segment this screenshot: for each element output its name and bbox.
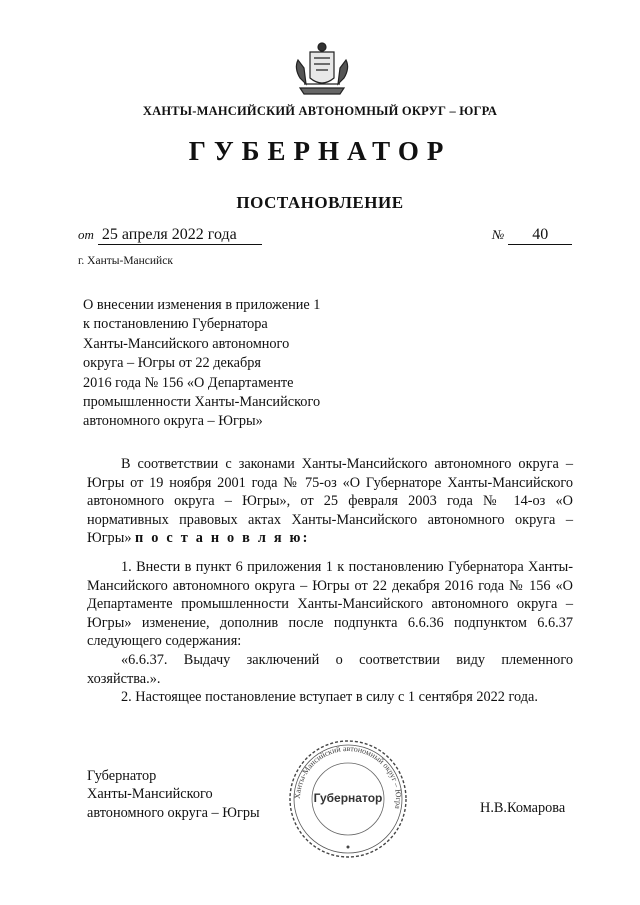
- subject-line: О внесении изменения в приложение 1: [83, 297, 321, 313]
- preamble-paragraph: [87, 455, 573, 548]
- decree-word: п о с т а н о в л я ю:: [135, 530, 310, 547]
- preamble-text: В соответствии с законами Ханты-Мансийского автономного округа – Югры от 19 ноября 2001 года № 75-оз «О Губернаторе Ханты-Мансийского автономного округа – Югры», от 25 февраля 2003 года № 14-оз «О нормативных правовых актах Ханты-Мансийского автономного округа – Югры»: [87, 456, 573, 547]
- document-subject: [83, 296, 383, 432]
- number-line: [492, 226, 572, 245]
- subject-line: Ханты-Мансийского автономного: [83, 335, 290, 352]
- number-prefix: №: [492, 227, 505, 242]
- city-label: г. Ханты-Мансийск: [78, 255, 173, 267]
- position-line: Губернатор: [87, 768, 157, 784]
- subject-line: 2016 года № 156 «О Департаменте: [83, 374, 294, 391]
- seal-center-text: Губернатор: [313, 791, 383, 805]
- item-quote: «6.6.37. Выдачу заключений о соответствии виду племенного хозяйства.».: [87, 651, 573, 687]
- subject-line: промышленности Ханты-Мансийского: [83, 394, 321, 411]
- subject-line: округа – Югры от 22 декабря: [83, 355, 261, 372]
- document-number: 40: [508, 226, 572, 245]
- item-2: 2. Настоящее постановление вступает в силу с 1 сентября 2022 года.: [121, 689, 538, 706]
- item-1: 1. Внести в пункт 6 приложения 1 к постановлению Губернатора Ханты-Мансийского автономного округа – Югры от 22 декабря 2016 года № 156 «О Департаменте промышленности Ханты-Мансийского автономного округа – Югры» изменение, дополнив после подпункта 6.6.36 подпунктом 6.6.37 следующего содержания:: [87, 559, 573, 650]
- date-prefix: от: [78, 227, 94, 242]
- coat-of-arms-emblem: [290, 38, 354, 96]
- signatory-position: [87, 767, 260, 822]
- position-line: Ханты-Мансийского: [87, 786, 213, 803]
- date-line: [78, 226, 262, 245]
- seal-ring-text: Ханты-Мансийский автономный округ – Югра: [292, 743, 404, 810]
- document-date: 25 апреля 2022 года: [98, 226, 262, 245]
- subject-line: автономного округа – Югры»: [83, 413, 263, 430]
- document-type-heading: ПОСТАНОВЛЕНИЕ: [236, 193, 404, 212]
- region-heading: ХАНТЫ-МАНСИЙСКИЙ АВТОНОМНЫЙ ОКРУГ – ЮГРА: [142, 104, 498, 118]
- position-line: автономного округа – Югры: [87, 804, 260, 821]
- authority-heading: ГУБЕРНАТОР: [188, 136, 452, 166]
- official-seal: [286, 737, 410, 861]
- subject-line: к постановлению Губернатора: [83, 316, 268, 333]
- decree-items: [87, 558, 573, 707]
- signatory-name: Н.В.Комарова: [480, 800, 566, 816]
